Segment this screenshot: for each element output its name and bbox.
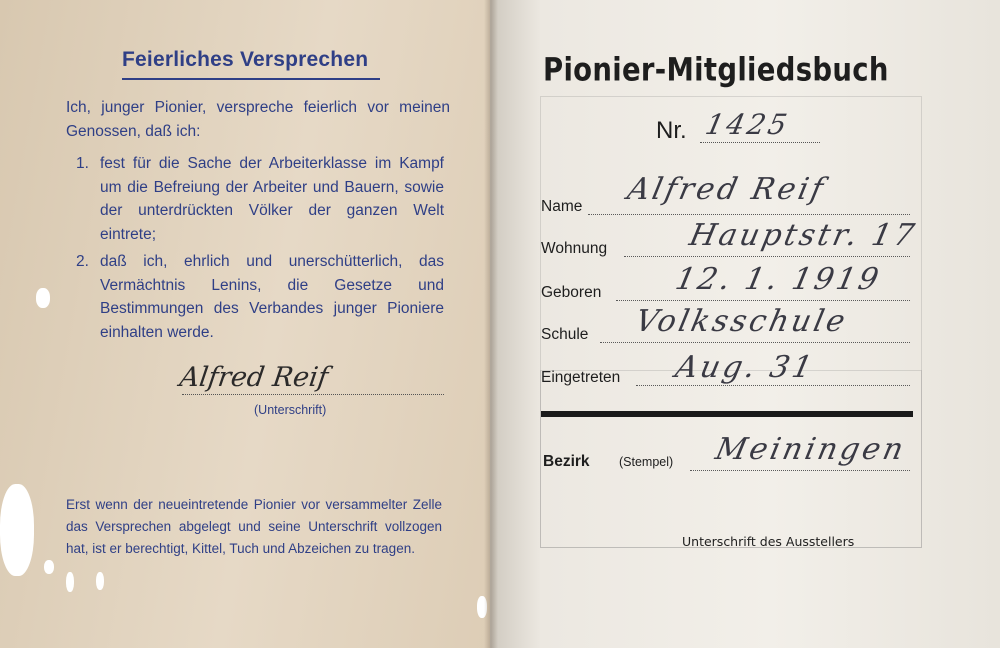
field-line-wohnung	[624, 256, 910, 257]
paper-tear	[96, 572, 104, 590]
promise-item-2: daß ich, ehrlich und unerschütterlich, das Vermächtnis Lenins, die Gesetze und Bestimmungen des Verbandes junger Pioniere einhalten werde.	[100, 253, 444, 341]
bezirk-value: Meiningen	[712, 432, 910, 467]
paper-tear	[36, 288, 50, 308]
field-label-schule: Schule	[541, 326, 589, 343]
title-underline	[122, 78, 380, 80]
bezirk-line	[690, 470, 910, 471]
field-label-name: Name	[541, 198, 583, 215]
section-divider	[541, 411, 913, 417]
field-value-wohnung: Hauptstr. 17	[686, 218, 921, 253]
eligibility-note: Erst wenn der neueintretende Pionier vor versammelter Zelle das Versprechen abgelegt und seine Unterschrift vollzogen hat, ist er berechtigt, Kittel, Tuch und Abzeichen zu tragen.	[66, 497, 442, 556]
field-line-schule	[600, 342, 910, 343]
field-label-eingetreten: Eingetreten	[541, 369, 621, 386]
field-label-geboren: Geboren	[541, 284, 602, 301]
number-line	[700, 142, 820, 143]
item-number-2: 2.	[76, 253, 89, 270]
promise-title: Feierliches Versprechen	[122, 48, 369, 71]
signature-label: (Unterschrift)	[254, 403, 327, 417]
issuer-signature-label: Unterschrift des Ausstellers	[682, 534, 855, 549]
signature-line	[182, 394, 444, 395]
paper-tear	[44, 560, 54, 574]
paper-tear	[66, 572, 74, 592]
bezirk-label: Bezirk	[543, 453, 590, 470]
field-line-geboren	[616, 300, 910, 301]
field-line-eingetreten	[636, 385, 910, 386]
paper-tear	[0, 484, 34, 576]
field-value-eingetreten: Aug. 31	[672, 350, 819, 385]
number-value: 1425	[702, 108, 793, 141]
field-value-schule: Volksschule	[632, 304, 852, 339]
field-value-geboren: 12. 1. 1919	[672, 262, 885, 297]
item-number-1: 1.	[76, 155, 89, 172]
handwritten-signature: Alfred Reif	[177, 362, 331, 393]
field-value-name: Alfred Reif	[624, 172, 829, 207]
field-label-wohnung: Wohnung	[541, 240, 608, 257]
promise-intro: Ich, junger Pionier, verspreche feierlich vor meinen Genossen, daß ich:	[66, 99, 450, 140]
stempel-label: (Stempel)	[619, 455, 674, 469]
number-label: Nr.	[656, 117, 687, 144]
promise-item-1: fest für die Sache der Arbeiterklasse im Kampf um die Befreiung der Arbeiter und Bauern, sowie der unterdrückten Völker der ganzen Welt eintrete;	[100, 155, 444, 243]
left-page	[0, 0, 490, 648]
membership-book-title: Pionier-Mitgliedsbuch	[543, 51, 889, 89]
book-gutter	[484, 0, 498, 648]
field-line-name	[588, 214, 910, 215]
